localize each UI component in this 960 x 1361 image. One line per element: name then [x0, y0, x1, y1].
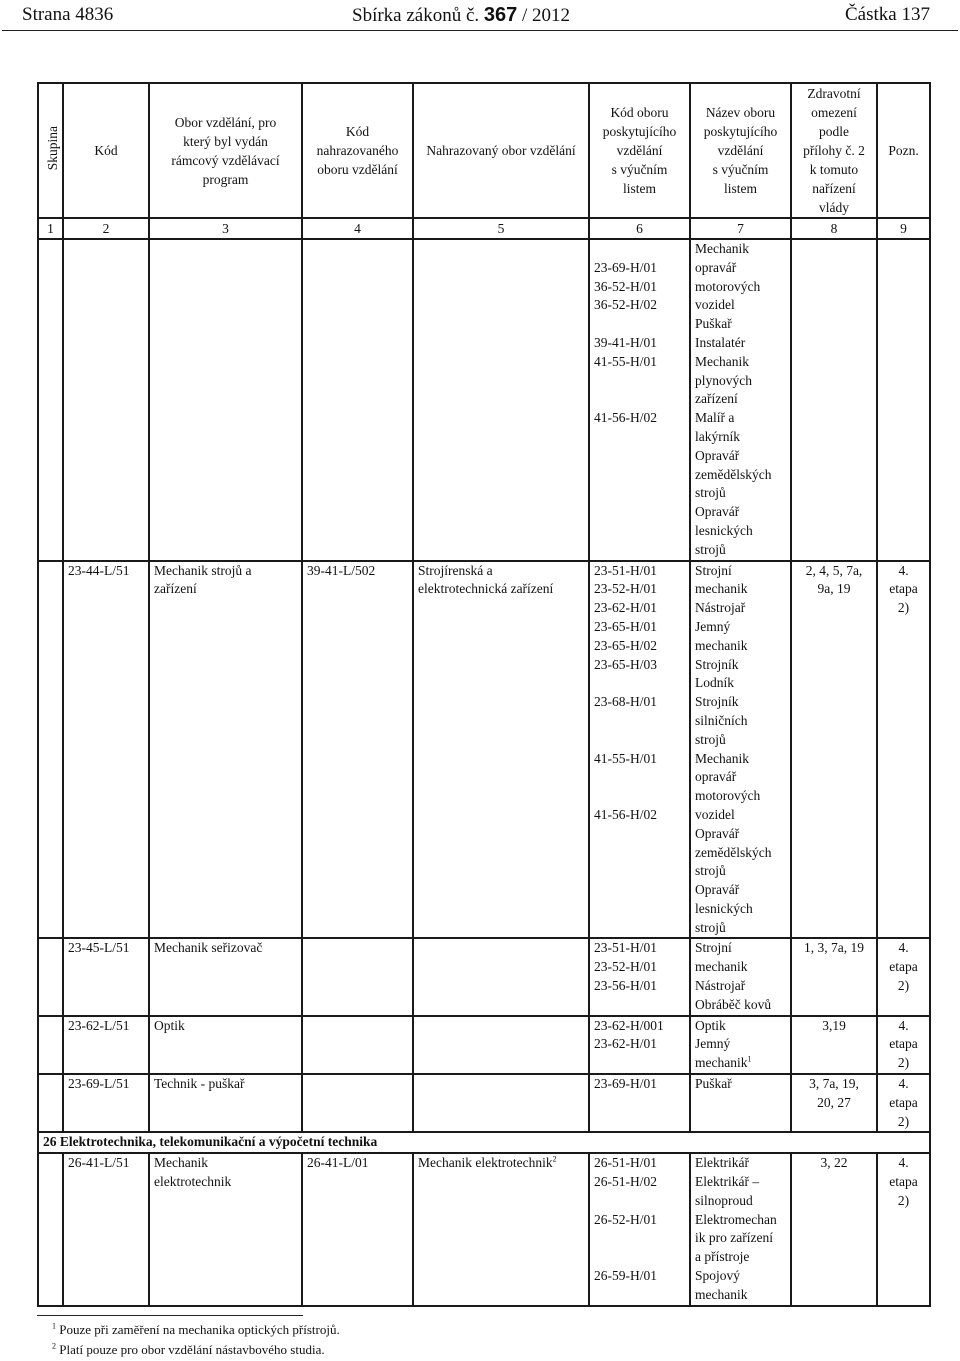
cell-obor: Technik - puškař: [149, 1074, 302, 1132]
cell-kod: 23-44-L/51: [63, 561, 149, 939]
cell-kod: 23-62-L/51: [63, 1016, 149, 1074]
cell-zdravotni-omezeni: 1, 3, 7a, 19: [791, 938, 877, 1015]
header-pozn: Pozn.: [877, 83, 930, 218]
table-row: [38, 561, 930, 939]
group-row: [38, 1132, 930, 1153]
cell-obor: Mechanik elektrotechnik: [149, 1153, 302, 1305]
cell-kod-oboru: 23-62-H/001 23-62-H/01: [589, 1016, 690, 1074]
cell-skupina: [38, 1153, 63, 1305]
collection-number: 367: [483, 4, 518, 26]
education-table: [37, 82, 931, 1307]
header-skupina: Skupina: [38, 83, 63, 218]
cell-obor: Optik: [149, 1016, 302, 1074]
cell-kod-nahrazovaneho: [302, 1074, 413, 1132]
footnote-mark: 1: [747, 1054, 752, 1064]
table-row: [38, 239, 930, 561]
column-number: 5: [413, 218, 589, 239]
header-kod-oboru: Kód oboru poskytujícího vzdělání s výučním listem: [589, 83, 690, 218]
cell-zdravotni-omezeni: 3, 22: [791, 1153, 877, 1305]
cell-kod: [63, 239, 149, 561]
column-number: 8: [791, 218, 877, 239]
header-nahrazovany-obor: Nahrazovaný obor vzdělání: [413, 83, 589, 218]
cell-nazev-oboru: Mechanik opravář motorových vozidel Puškař Instalatér Mechanik plynových zařízení Malíř a lakýrník Opravář zemědělských strojů Opravář lesnických strojů: [690, 239, 791, 561]
cell-kod-nahrazovaneho: 26-41-L/01: [302, 1153, 413, 1305]
cell-kod-nahrazovaneho: [302, 1016, 413, 1074]
column-number: 2: [63, 218, 149, 239]
page-header: [0, 4, 960, 28]
cell-kod-nahrazovaneho: [302, 239, 413, 561]
cell-nahrazovany-obor: Mechanik elektrotechnik$^2$: [413, 1153, 589, 1305]
cell-nahrazovany-obor: Strojírenská a elektrotechnická zařízení: [413, 561, 589, 939]
header-nazev-oboru: Název oboru poskytujícího vzdělání s výučním listem: [690, 83, 791, 218]
cell-nahrazovany-obor: [413, 1074, 589, 1132]
cell-skupina: [38, 561, 63, 939]
cell-kod-oboru: 23-51-H/01 23-52-H/01 23-56-H/01: [589, 938, 690, 1015]
cell-nazev-oboru: Elektrikář Elektrikář – silnoproud Elektromechan ik pro zařízení a přístroje Spojový mechanik: [690, 1153, 791, 1305]
cell-nazev-oboru: Puškař: [690, 1074, 791, 1132]
cell-kod: 26-41-L/51: [63, 1153, 149, 1305]
column-number: 7: [690, 218, 791, 239]
column-number: 3: [149, 218, 302, 239]
header-kod-nahrazovaneho: Kód nahrazovaného oboru vzdělání: [302, 83, 413, 218]
column-number: 1: [38, 218, 63, 239]
cell-obor: Mechanik strojů a zařízení: [149, 561, 302, 939]
column-number: 6: [589, 218, 690, 239]
cell-kod-nahrazovaneho: [302, 938, 413, 1015]
footnote: $^1$ Pouze při zaměření na mechanika optických přístrojů.: [52, 1321, 340, 1337]
cell-kod-nahrazovaneho: 39-41-L/502: [302, 561, 413, 939]
table-row: [38, 938, 930, 1015]
cell-zdravotni-omezeni: 3, 7a, 19, 20, 27: [791, 1074, 877, 1132]
footnote-mark: 2: [552, 1154, 557, 1164]
issue-part: Částka 137: [845, 4, 930, 25]
cell-pozn: 4. etapa 2): [877, 1153, 930, 1305]
page-number: Strana 4836: [22, 4, 114, 25]
cell-obor: Mechanik seřizovač: [149, 938, 302, 1015]
cell-skupina: [38, 1016, 63, 1074]
cell-zdravotni-omezeni: [791, 239, 877, 561]
cell-kod-oboru: 23-69-H/01: [589, 1074, 690, 1132]
cell-nazev-oboru: Strojní mechanik Nástrojař Jemný mechanik Strojník Lodník Strojník silničních strojů Mechanik opravář motorových vozidel Opravář zemědělských strojů Opravář lesnických strojů: [690, 561, 791, 939]
column-number: 9: [877, 218, 930, 239]
footnote-rule: [37, 1315, 303, 1316]
table-row: [38, 1074, 930, 1132]
cell-zdravotni-omezeni: 2, 4, 5, 7a, 9a, 19: [791, 561, 877, 939]
cell-kod-oboru: 23-51-H/01 23-52-H/01 23-62-H/01 23-65-H/01 23-65-H/02 23-65-H/03 23-68-H/01 41-55-H/01 41-56-H/02: [589, 561, 690, 939]
cell-pozn: [877, 239, 930, 561]
header-zdravotni-omezeni: Zdravotní omezení podle přílohy č. 2 k tomuto nařízení vlády: [791, 83, 877, 218]
cell-kod-oboru: 26-51-H/01 26-51-H/02 26-52-H/01 26-59-H/01: [589, 1153, 690, 1305]
cell-skupina: [38, 1074, 63, 1132]
footnote: $^2$ Platí pouze pro obor vzdělání nástavbového studia.: [52, 1341, 325, 1357]
cell-kod: 23-45-L/51: [63, 938, 149, 1015]
cell-pozn: 4. etapa 2): [877, 1074, 930, 1132]
cell-skupina: [38, 938, 63, 1015]
cell-pozn: 4. etapa 2): [877, 938, 930, 1015]
cell-nazev-oboru: Optik Jemný mechanik$^1$: [690, 1016, 791, 1074]
cell-nahrazovany-obor: [413, 938, 589, 1015]
cell-nahrazovany-obor: [413, 1016, 589, 1074]
cell-kod: 23-69-L/51: [63, 1074, 149, 1132]
cell-nazev-oboru: Strojní mechanik Nástrojař Obráběč kovů: [690, 938, 791, 1015]
header-obor: Obor vzdělání, pro který byl vydán rámcový vzdělávací program: [149, 83, 302, 218]
header-row: [38, 83, 930, 218]
column-number: 4: [302, 218, 413, 239]
cell-zdravotni-omezeni: 3,19: [791, 1016, 877, 1074]
group-heading: 26 Elektrotechnika, telekomunikační a výpočetní technika: [38, 1132, 930, 1153]
table-row: [38, 1016, 930, 1074]
cell-skupina: [38, 239, 63, 561]
cell-pozn: 4. etapa 2): [877, 561, 930, 939]
cell-nahrazovany-obor: [413, 239, 589, 561]
cell-pozn: 4. etapa 2): [877, 1016, 930, 1074]
cell-kod-oboru: 23-69-H/01 36-52-H/01 36-52-H/02 39-41-H/01 41-55-H/01 41-56-H/02: [589, 239, 690, 561]
table-row: [38, 1153, 930, 1305]
header-rule: [2, 30, 958, 31]
collection-title: Sbírka zákonů č. 367 / 2012: [352, 4, 571, 26]
header-kod: Kód: [63, 83, 149, 218]
column-number-row: [38, 218, 930, 239]
cell-obor: [149, 239, 302, 561]
